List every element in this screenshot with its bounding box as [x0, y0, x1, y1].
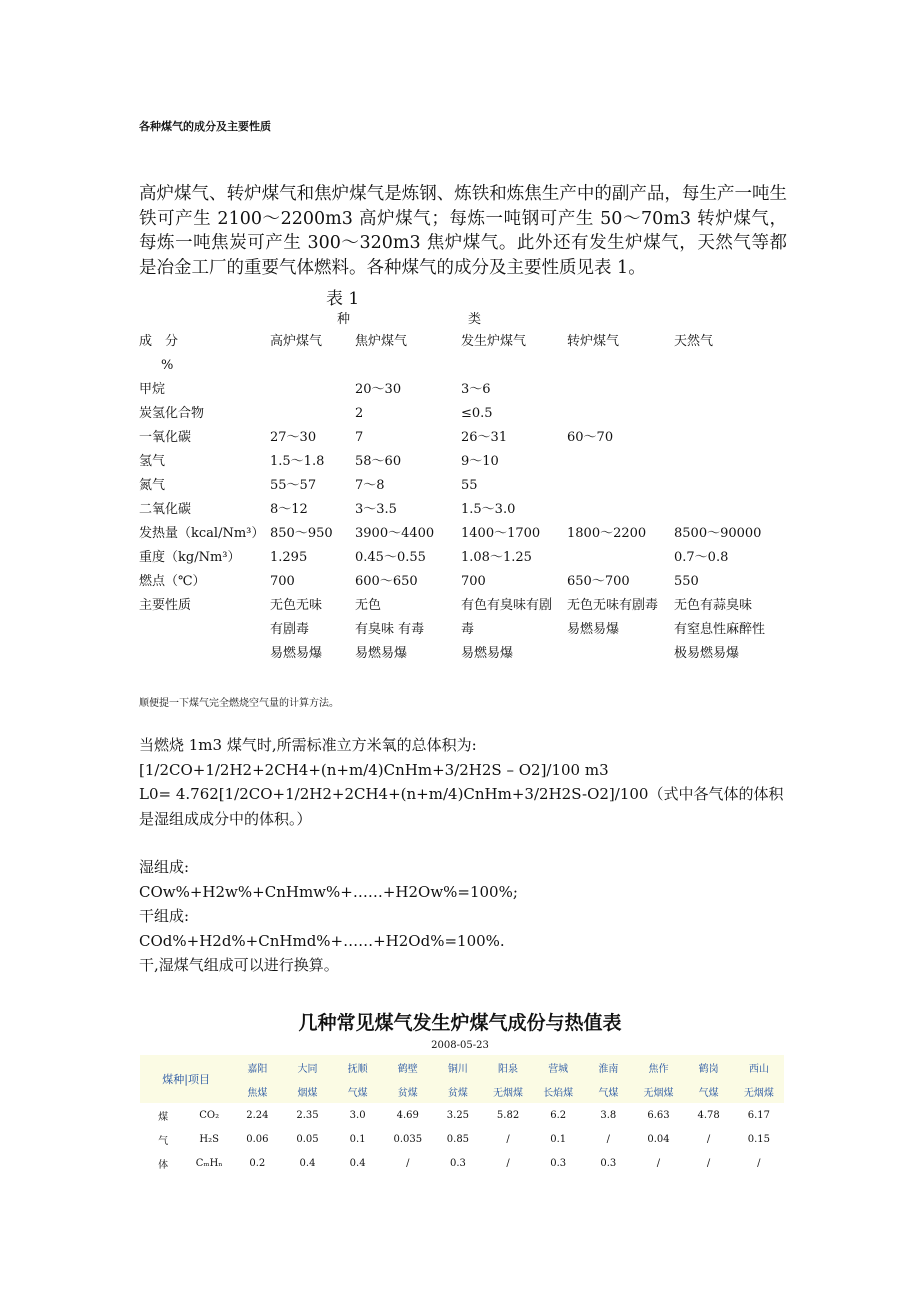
calculation-note: 顺便提一下煤气完全燃烧空气量的计算方法。 — [139, 698, 339, 709]
column-header: 发生炉煤气 — [461, 334, 527, 349]
table2-header-row — [140, 1079, 784, 1103]
oxygen-formula: [1/2CO+1/2H2+2CH4+(n+m/4)CnHm+3/2H2S – O2]/100 m3 — [139, 760, 609, 779]
table2-coal-type-header: 长焰煤 — [533, 1079, 583, 1103]
table1-cell: 850～950 — [270, 526, 333, 541]
table2-item-label: CₘHₙ — [195, 1157, 223, 1169]
row-label: 甲烷 — [139, 382, 166, 397]
dry-label: 干组成: — [139, 907, 190, 925]
table2-cell: / — [706, 1133, 711, 1145]
table2-cell: 5.82 — [496, 1109, 520, 1121]
table2-cell: 0.035 — [393, 1133, 423, 1145]
table2-coal-type-header: 贫煤 — [433, 1079, 483, 1103]
table2-cell: / — [506, 1133, 510, 1145]
table1-cell: 550 — [674, 574, 699, 589]
table1-cell: 1.5～1.8 — [270, 454, 325, 469]
property-cell: 有剧毒 — [270, 622, 310, 637]
table1-cell: 3～6 — [461, 382, 491, 397]
intro-paragraph: 高炉煤气、转炉煤气和焦炉煤气是炼钢、炼铁和炼焦生产中的副产品，每生产一吨生铁可产生 2100～2200m3 高炉煤气；每炼一吨钢可产生 50～70m3 转炉煤气，每炼一吨焦炭可产生 300～320m3 焦炉煤气。此外还有发生炉煤气，天然气等都是冶金工厂的重要气体燃料。各种煤气的成分及主要性质见表 1。 — [139, 184, 787, 278]
table2-coal-type-header: 气煤 — [333, 1079, 383, 1103]
table2-cell: 0.1 — [550, 1133, 567, 1145]
table2-cell: 0.06 — [246, 1133, 269, 1145]
table1-cell: 58～60 — [355, 454, 402, 469]
table2-cell: 3.25 — [446, 1109, 470, 1121]
table1-caption: 表 1 — [326, 289, 360, 309]
table2-group-label: 煤 — [158, 1111, 169, 1123]
row-label: 发热量（kcal/Nm³） — [139, 526, 265, 541]
table1-cell: ≤0.5 — [461, 406, 493, 421]
table1-cell: 1.08～1.25 — [461, 550, 532, 565]
table1-cell: 700 — [461, 574, 486, 589]
table1-cell: 8500～90000 — [674, 526, 762, 541]
table2-region-header: 嘉阳 — [232, 1055, 282, 1079]
table1-type-label-1: 种 — [337, 312, 351, 327]
table1-row — [139, 402, 789, 426]
table2-item-label: CO₂ — [199, 1109, 220, 1121]
table2-region-header: 抚顺 — [333, 1055, 383, 1079]
property-cell: 有窒息性麻醉性 — [674, 622, 766, 637]
properties-row — [139, 642, 789, 666]
table1-cell: 8～12 — [270, 502, 308, 517]
table2-header-row — [140, 1055, 784, 1079]
table2-region-header: 焦作 — [633, 1055, 683, 1079]
property-cell: 无色无味有剧毒 — [567, 598, 659, 613]
table2-cell: 0.2 — [249, 1157, 266, 1169]
table2-cell: 6.63 — [647, 1109, 670, 1121]
formula-intro: 当燃烧 1m3 煤气时,所需标准立方米氧的总体积为: — [139, 736, 477, 754]
table1-cell: 700 — [270, 574, 295, 589]
table2-region-header: 铜川 — [433, 1055, 483, 1079]
row-label: 主要性质 — [139, 598, 192, 613]
table2-coal-type-header: 烟煤 — [282, 1079, 332, 1103]
gas-composition-table — [139, 330, 789, 666]
table2-coal-type-header: 气煤 — [684, 1079, 734, 1103]
table2-cell: / — [606, 1133, 611, 1145]
table1-cell: 0.45～0.55 — [355, 550, 426, 565]
percent-label: % — [161, 358, 174, 373]
property-cell: 无色 — [355, 598, 382, 613]
table2-cell: 0.1 — [349, 1133, 366, 1145]
table2-cell: 0.04 — [647, 1133, 670, 1145]
table2-cell: 6.17 — [747, 1109, 770, 1121]
document-title: 各种煤气的成分及主要性质 — [139, 120, 271, 133]
producer-gas-table — [140, 1055, 784, 1175]
table1-cell: 2 — [355, 406, 364, 421]
table1-row — [139, 546, 789, 570]
table1-header-row — [139, 330, 789, 354]
table2-cell: 3.0 — [349, 1109, 366, 1121]
table2-region-header: 阳泉 — [483, 1055, 533, 1079]
air-formula: L0= 4.762[1/2CO+1/2H2+2CH4+(n+m/4)CnHm+3/2H2S-O2]/100（式中各气体的体积是湿组成成分中的体积。） — [139, 785, 784, 828]
table2-cell: 0.05 — [296, 1133, 319, 1145]
column-header: 高炉煤气 — [270, 334, 323, 349]
row-label: 氮气 — [139, 478, 166, 493]
table2-cell: 0.4 — [299, 1157, 316, 1169]
table2-cell: 0.3 — [449, 1157, 466, 1169]
row-label: 二氧化碳 — [139, 502, 192, 517]
wet-equation: COw%+H2w%+CnHmw%+……+H2Ow%=100%; — [139, 882, 518, 901]
table1-row — [139, 570, 789, 594]
table2-cell: 4.78 — [697, 1109, 720, 1121]
component-label: 成 分 — [139, 334, 179, 349]
table2-group-label: 体 — [158, 1159, 169, 1171]
table1-row — [139, 426, 789, 450]
property-cell: 无色有蒜臭味 — [674, 598, 753, 613]
dry-equation: COd%+H2d%+CnHmd%+……+H2Od%=100%. — [139, 931, 505, 950]
table1-cell: 20～30 — [355, 382, 402, 397]
table2-cell: 0.3 — [600, 1157, 617, 1169]
table1-row — [139, 522, 789, 546]
table2-row — [140, 1151, 784, 1175]
row-label: 燃点（℃） — [139, 574, 206, 589]
table1-cell: 1.295 — [270, 550, 308, 565]
table1-cell: 9～10 — [461, 454, 499, 469]
table2-row — [140, 1127, 784, 1151]
table2-region-header: 大同 — [282, 1055, 332, 1079]
table2-cell: / — [506, 1157, 510, 1169]
table1-cell: 1.5～3.0 — [461, 502, 516, 517]
table2-coal-type-header: 无烟煤 — [483, 1079, 533, 1103]
table1-cell: 26～31 — [461, 430, 508, 445]
table2-cell: 0.15 — [747, 1133, 770, 1145]
percent-row — [139, 354, 789, 378]
properties-row — [139, 618, 789, 642]
table2-region-header: 鹤壁 — [383, 1055, 433, 1079]
table2-cell: / — [706, 1157, 711, 1169]
table1-cell: 60～70 — [567, 430, 614, 445]
table2-region-header: 淮南 — [583, 1055, 633, 1079]
property-cell: 易燃易爆 — [270, 646, 323, 661]
table1-row — [139, 378, 789, 402]
property-cell: 易燃易爆 — [567, 622, 620, 637]
spacer — [139, 831, 789, 855]
table2-coal-type-header: 无烟煤 — [734, 1079, 784, 1103]
table2-cell: 6.2 — [550, 1109, 567, 1121]
property-cell: 有臭味 有毒 — [355, 622, 425, 637]
table1-cell: 55 — [461, 478, 478, 493]
property-cell: 极易燃易爆 — [674, 646, 740, 661]
properties-row — [139, 594, 789, 618]
table2-region-header: 西山 — [734, 1055, 784, 1079]
table2-coal-type-header: 气煤 — [583, 1079, 633, 1103]
wet-label: 湿组成: — [139, 858, 190, 876]
row-label: 炭氢化合物 — [139, 406, 205, 421]
table2-region-header: 鹤岗 — [684, 1055, 734, 1079]
table2-cell: 2.24 — [246, 1109, 269, 1121]
table2-title: 几种常见煤气发生炉煤气成份与热值表 — [298, 1012, 622, 1034]
table2-coal-type-header: 贫煤 — [383, 1079, 433, 1103]
table2-item-label: H₂S — [199, 1133, 219, 1145]
table1-cell: 0.7～0.8 — [674, 550, 729, 565]
table2-coal-type-header: 焦煤 — [232, 1079, 282, 1103]
table1-cell: 7 — [355, 430, 364, 445]
property-cell: 有色有臭味有剧 — [461, 598, 553, 613]
table2-region-header: 营城 — [533, 1055, 583, 1079]
table1-cell: 55～57 — [270, 478, 317, 493]
table2-coal-type-header: 无烟煤 — [633, 1079, 683, 1103]
property-cell: 毒 — [461, 622, 475, 637]
table1-cell: 7～8 — [355, 478, 385, 493]
column-header: 焦炉煤气 — [355, 334, 408, 349]
table2-cell: / — [406, 1157, 410, 1169]
table1-row — [139, 450, 789, 474]
row-label: 氢气 — [139, 454, 166, 469]
table2-cell: 4.69 — [396, 1109, 419, 1121]
table2-cell: / — [656, 1157, 661, 1169]
table2-group-label: 气 — [158, 1135, 169, 1147]
column-header: 天然气 — [674, 334, 714, 349]
formulas-block — [139, 733, 789, 978]
table2-row — [140, 1103, 784, 1127]
table1-type-label-2: 类 — [468, 312, 482, 327]
table1-cell: 600～650 — [355, 574, 418, 589]
table1-cell: 1400～1700 — [461, 526, 541, 541]
row-label: 一氧化碳 — [139, 430, 192, 445]
row-label: 重度（kg/Nm³） — [139, 550, 241, 565]
table1-cell: 3900～4400 — [355, 526, 435, 541]
table1-row — [139, 498, 789, 522]
table2-cell: 2.35 — [296, 1109, 319, 1121]
table2-cell: 0.85 — [446, 1133, 470, 1145]
property-cell: 易燃易爆 — [355, 646, 408, 661]
table1-cell: 650～700 — [567, 574, 630, 589]
table2-cell: 0.3 — [550, 1157, 567, 1169]
table1-cell: 3～3.5 — [355, 502, 397, 517]
column-header: 转炉煤气 — [567, 334, 620, 349]
table2-corner: 煤种|项目 — [140, 1055, 232, 1103]
table2-cell: 3.8 — [600, 1109, 617, 1121]
table1-row — [139, 474, 789, 498]
table2-date: 2008-05-23 — [431, 1040, 489, 1051]
conversion-note: 干,湿煤气组成可以进行换算。 — [139, 956, 339, 974]
table1-cell: 27～30 — [270, 430, 317, 445]
table2-cell: / — [757, 1157, 761, 1169]
table1-cell: 1800～2200 — [567, 526, 647, 541]
property-cell: 无色无味 — [270, 598, 323, 613]
table2-cell: 0.4 — [349, 1157, 366, 1169]
property-cell: 易燃易爆 — [461, 646, 514, 661]
